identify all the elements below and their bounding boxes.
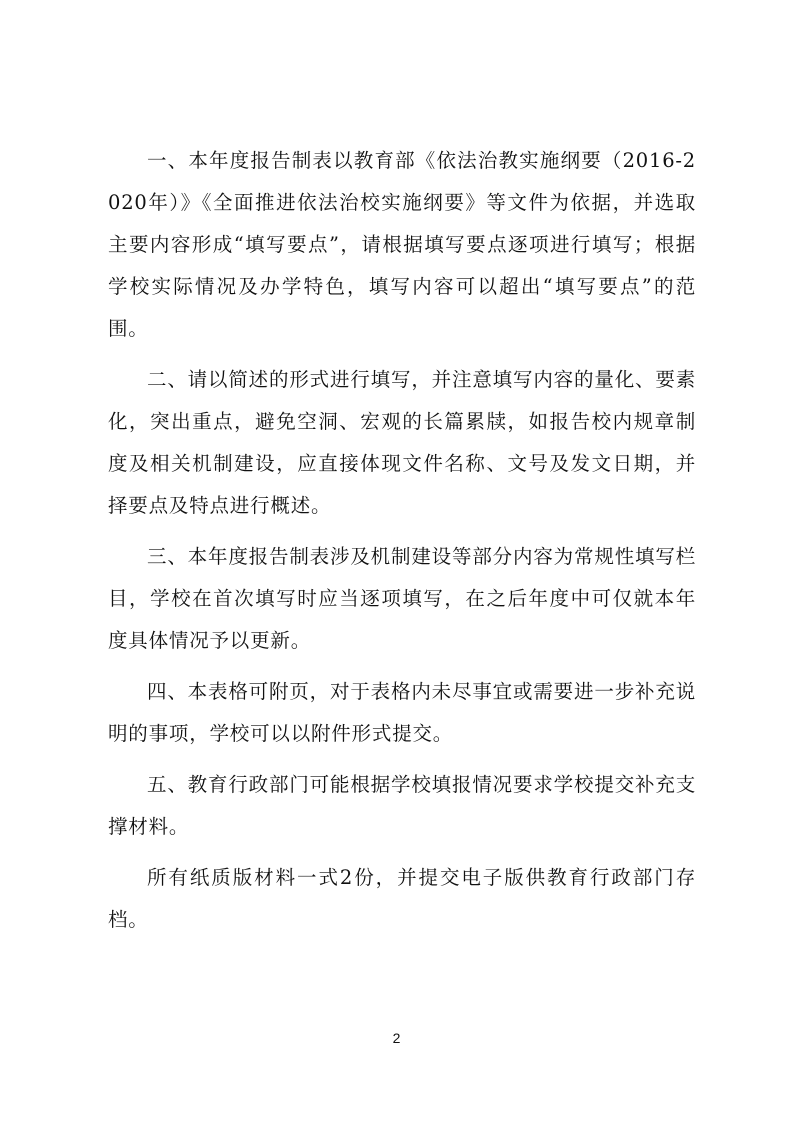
- paragraph-item-5: 五、教育行政部门可能根据学校填报情况要求学校提交补充支撑材料。: [108, 773, 696, 838]
- instructions-body: [108, 140, 696, 950]
- paragraph-item-3: 三、本年度报告制表涉及机制建设等部分内容为常规性填写栏目，学校在首次填写时应当逐项填写，在之后年度中可仅就本年度具体情况予以更新。: [108, 545, 696, 652]
- paragraph-item-1: 一、本年度报告制表以教育部《依法治教实施纲要（2016-2020年）》《全面推进依法治校实施纲要》等文件为依据，并选取主要内容形成“填写要点”，请根据填写要点逐项进行填写；根据学校实际情况及办学特色，填写内容可以超出“填写要点”的范围。: [108, 149, 696, 340]
- paragraph-item-4: 四、本表格可附页，对于表格内未尽事宜或需要进一步补充说明的事项，学校可以以附件形式提交。: [108, 680, 696, 745]
- paragraph-closing-note: 所有纸质版材料一式2份，并提交电子版供教育行政部门存档。: [108, 866, 696, 931]
- page-number: 2: [392, 1030, 401, 1046]
- paragraph-item-2: 二、请以简述的形式进行填写，并注意填写内容的量化、要素化，突出重点，避免空洞、宏观的长篇累牍，如报告校内规章制度及相关机制建设，应直接体现文件名称、文号及发文日期，并择要点及特点进行概述。: [108, 368, 696, 517]
